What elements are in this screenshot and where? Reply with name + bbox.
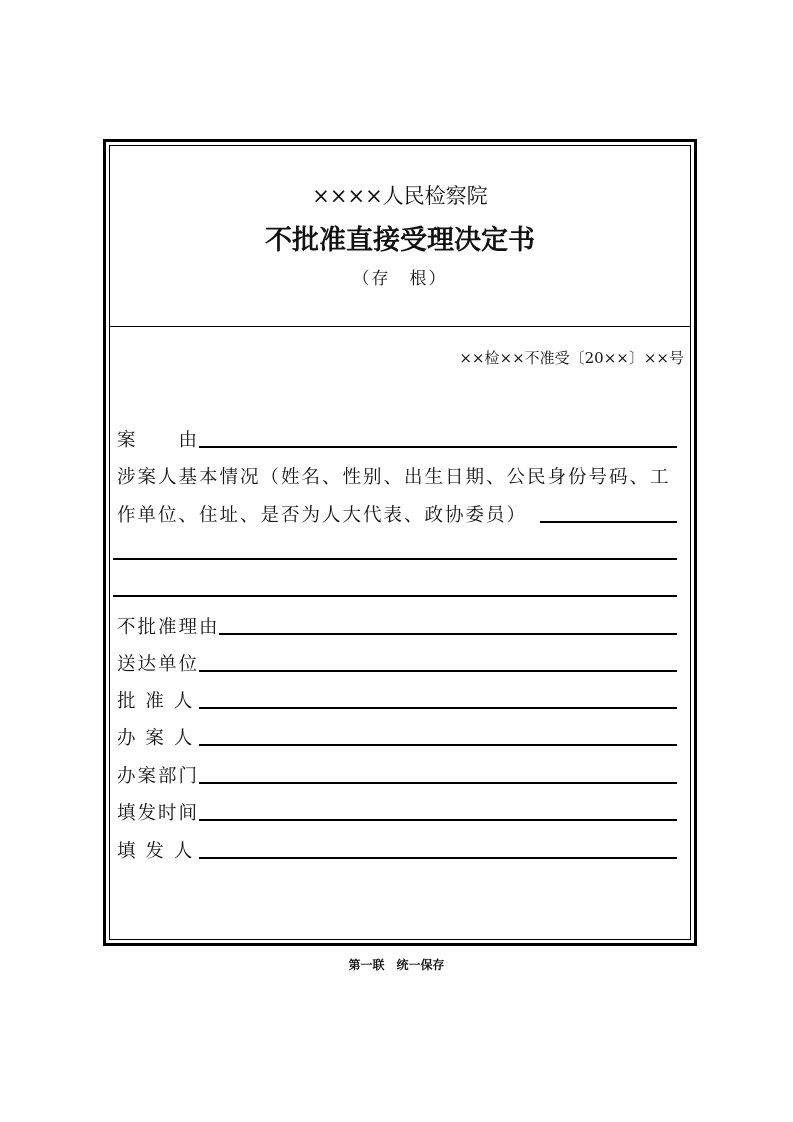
case-cause-label: 案 由 — [117, 430, 200, 451]
involved-person-label-line2: 作单位、住址、是否为人大代表、政协委员） — [117, 505, 528, 526]
involved-person-field-line2[interactable] — [113, 558, 677, 560]
involved-person-label-line1: 涉案人基本情况（姓名、性别、出生日期、公民身份号码、工 — [117, 467, 671, 488]
issuer-label: 填 发 人 — [117, 841, 195, 862]
document-number: ××检××不准受〔20××〕××号 — [459, 349, 684, 367]
case-cause-field[interactable] — [199, 446, 677, 448]
issue-time-field[interactable] — [199, 819, 677, 821]
involved-person-field-line3[interactable] — [113, 595, 677, 597]
approver-field[interactable] — [199, 707, 677, 709]
organization-name: ××××人民检察院 — [312, 184, 488, 208]
header-divider — [110, 326, 690, 327]
involved-person-field[interactable] — [540, 521, 677, 523]
reason-field[interactable] — [219, 633, 677, 635]
document-title: 不批准直接受理决定书 — [265, 225, 535, 256]
delivery-unit-field[interactable] — [199, 670, 677, 672]
reason-label: 不批准理由 — [117, 617, 220, 638]
stub-label: （存 根） — [352, 269, 448, 289]
department-label: 办案部门 — [117, 766, 200, 787]
delivery-unit-label: 送达单位 — [117, 654, 200, 675]
handler-label: 办 案 人 — [117, 728, 195, 749]
approver-label: 批 准 人 — [117, 691, 195, 712]
issue-time-label: 填发时间 — [117, 803, 200, 824]
issuer-field[interactable] — [199, 857, 677, 859]
handler-field[interactable] — [199, 744, 677, 746]
copy-footer: 第一联 统一保存 — [348, 958, 445, 972]
department-field[interactable] — [199, 782, 677, 784]
document-inner-border — [109, 145, 691, 940]
document-frame — [103, 139, 697, 946]
